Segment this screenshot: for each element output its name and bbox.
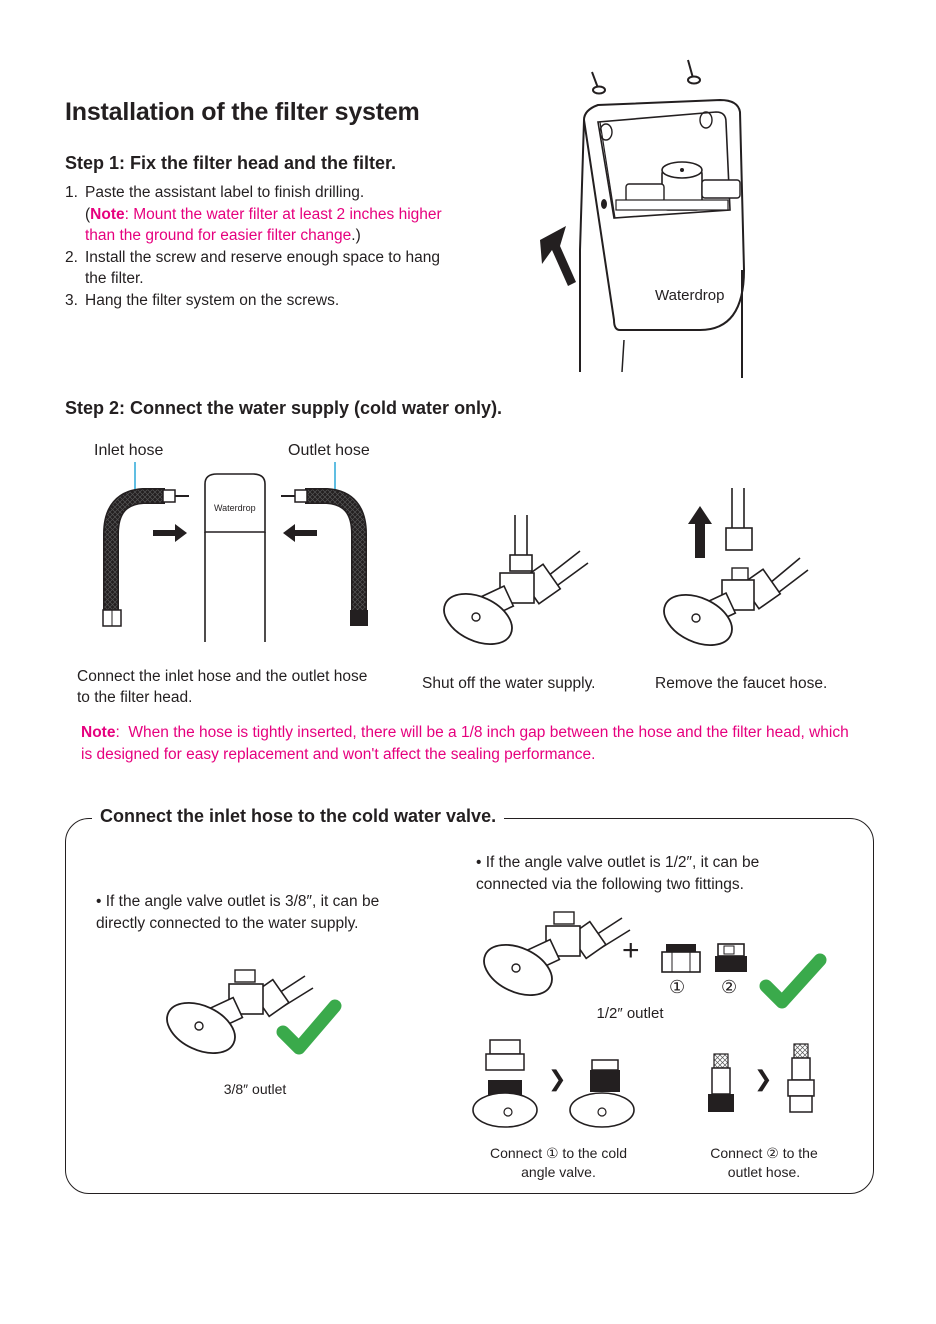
angle-valve-3-8-illustration [165, 962, 365, 1062]
panel-title: Connect the inlet hose to the cold water valve. [92, 806, 504, 827]
filter-housing-illustration [520, 50, 780, 380]
label-1-2-outlet: 1/2″ outlet [596, 1005, 664, 1022]
step1-item-1-num: 1. [65, 184, 78, 201]
step1-item-1 [65, 182, 485, 204]
caption-remove-hose: Remove the faucet hose. [655, 675, 828, 692]
step2-note-text: When the hose is tightly inserted, there will be a 1/8 inch gap between the hose and the filter head, which is designed for easy replacement and won't affect the sealing performance. [81, 724, 849, 763]
bullet-3-8-outlet: • If the angle valve outlet is 3/8″, it can be directly connected to the water supply. [96, 893, 380, 932]
step1-list [65, 182, 485, 311]
step1-item-2 [65, 247, 465, 290]
plus-icon: + [622, 934, 640, 967]
check-icon [283, 1006, 335, 1048]
brand-logo-small: Waterdrop [214, 503, 256, 513]
step2-heading: Step 2: Connect the water supply (cold water only). [65, 398, 503, 418]
step1-note-text: : Mount the water filter at least 2 inches higher than the ground for easier filter change [85, 205, 442, 244]
inlet-hose-label: Inlet hose [94, 442, 164, 459]
step1-item-3 [65, 290, 485, 312]
step1-note-label: Note [90, 205, 125, 223]
check-icon [766, 960, 820, 1002]
note-close-paren: .) [351, 227, 361, 244]
fitting-2-marker: ② [721, 977, 738, 997]
hose-connection-illustration [95, 462, 385, 647]
step2-note-sep: : [115, 724, 120, 741]
arrow-icon: ❯ [754, 1066, 773, 1091]
fittings-illustration [660, 942, 850, 1022]
step1-item-3-num: 3. [65, 291, 78, 309]
note-open-paren: ( [85, 205, 91, 223]
step1-item-2-num: 2. [65, 248, 78, 266]
angle-valve-illustration-off [440, 515, 600, 645]
outlet-hose-label: Outlet hose [288, 442, 370, 459]
step2-note-label: Note [81, 724, 116, 741]
fitting-1-marker: ① [669, 977, 686, 997]
caption-connect-1: Connect ① to the cold angle valve. [489, 1145, 628, 1180]
label-3-8-outlet: 3/8″ outlet [223, 1081, 287, 1097]
arrow-icon: ❯ [548, 1066, 567, 1091]
caption-connect-2: Connect ② to the outlet hose. [710, 1145, 818, 1180]
caption-shut-off: Shut off the water supply. [422, 675, 596, 692]
step1-item-1-text: Paste the assistant label to finish drilling. [85, 184, 365, 201]
screw-icon [592, 60, 700, 94]
step1-item-2-text: Install the screw and reserve enough space to hang the filter. [85, 248, 441, 287]
angle-valve-illustration-remove [660, 488, 820, 648]
bullet-1-2-outlet: • If the angle valve outlet is 1/2″, it can be connected via the following two fittings. [476, 854, 760, 893]
step1-item-3-text: Hang the filter system on the screws. [85, 291, 340, 309]
step1-heading: Step 1: Fix the filter head and the filter. [65, 153, 397, 173]
page-title: Installation of the filter system [65, 98, 420, 126]
brand-logo: Waterdrop [655, 287, 725, 304]
angle-valve-1-2-illustration [482, 904, 632, 1004]
step1-note [65, 204, 465, 247]
step2-note [81, 722, 861, 765]
caption-connect-hoses: Connect the inlet hose and the outlet hose to the filter head. [77, 668, 368, 706]
